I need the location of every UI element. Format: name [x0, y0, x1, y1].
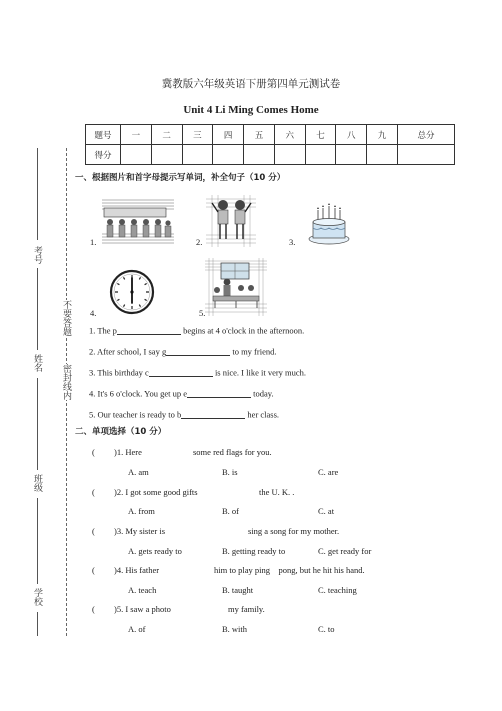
- margin-school-label: 学校: [33, 588, 43, 606]
- kids-saying-goodbye-picture: [206, 195, 256, 247]
- mc-question-3-paren[interactable]: (: [92, 526, 95, 536]
- mc-question-3-option-b[interactable]: B. getting ready to: [222, 546, 286, 556]
- mc-question-4-option-a[interactable]: A. teach: [128, 585, 157, 595]
- sentence-4-start: 4. It's 6 o'clock. You get up e: [89, 388, 187, 399]
- sentence-5-start: 5. Our teacher is ready to b: [89, 409, 182, 420]
- mc-question-5-stem: )5. I saw a photo: [114, 604, 171, 614]
- mc-question-2-option-c[interactable]: C. at: [318, 506, 335, 516]
- score-cell[interactable]: [274, 145, 305, 165]
- mc-question-4-paren[interactable]: (: [92, 565, 95, 575]
- margin-no-answer-label: 不要答题: [62, 300, 72, 336]
- answer-blank-3[interactable]: [149, 367, 213, 377]
- mc-question-1-stem-rest: some red flags for you.: [193, 447, 272, 457]
- sentence-1-end: begins at 4 o'clock in the afternoon.: [180, 325, 305, 336]
- pic2-label: 2.: [196, 237, 203, 247]
- margin-line-school-top: [37, 498, 38, 584]
- score-row-label: 得分: [86, 145, 121, 165]
- score-header-cell: 九: [367, 125, 398, 145]
- margin-class-label: 班级: [33, 474, 43, 492]
- birthday-cake-picture: [308, 202, 350, 246]
- answer-blank-5[interactable]: [181, 409, 245, 419]
- score-header-cell: 四: [213, 125, 244, 145]
- score-cell[interactable]: [305, 145, 336, 165]
- fill-sentence-1: [89, 325, 304, 335]
- score-header-cell: 五: [244, 125, 275, 145]
- sentence-2-end: to my friend.: [230, 346, 277, 357]
- score-cell[interactable]: [244, 145, 275, 165]
- section1-heading: 一、根据图片和首字母提示写单词，补全句子（10 分）: [75, 173, 286, 183]
- mc-question-3-stem: )3. My sister is: [114, 526, 165, 536]
- sentence-4-end: today.: [250, 388, 274, 399]
- mc-question-2-option-a[interactable]: A. from: [128, 506, 155, 516]
- score-header-cell: 题号: [86, 125, 121, 145]
- score-cell[interactable]: [336, 145, 367, 165]
- pic3-label: 3.: [289, 237, 296, 247]
- score-cell[interactable]: [182, 145, 213, 165]
- mc-question-5-option-c[interactable]: C. to: [318, 624, 335, 634]
- score-table-header-row: [86, 125, 455, 145]
- mc-question-1-paren[interactable]: (: [92, 447, 95, 457]
- mc-question-2-stem: )2. I got some good gifts: [114, 487, 198, 497]
- fill-sentence-5: [89, 409, 279, 419]
- mc-question-2-paren[interactable]: (: [92, 487, 95, 497]
- mc-question-1-option-a[interactable]: A. am: [128, 467, 149, 477]
- margin-exam-no-label: 考号: [33, 246, 43, 264]
- margin-seal-line-label: 密封线内: [62, 364, 72, 400]
- score-header-cell: 六: [274, 125, 305, 145]
- score-table-score-row: [86, 145, 455, 165]
- classroom-picture: [205, 258, 267, 316]
- pic1-label: 1.: [90, 237, 97, 247]
- mc-question-1-option-c[interactable]: C. are: [318, 467, 339, 477]
- score-cell[interactable]: [213, 145, 244, 165]
- answer-blank-1[interactable]: [117, 325, 181, 335]
- mc-question-5-option-a[interactable]: A. of: [128, 624, 146, 634]
- sentence-3-start: 3. This birthday c: [89, 367, 149, 378]
- margin-line-class-top: [37, 378, 38, 470]
- mc-question-5-paren[interactable]: (: [92, 604, 95, 614]
- mc-question-4-option-b[interactable]: B. taught: [222, 585, 254, 595]
- answer-blank-2[interactable]: [166, 346, 230, 356]
- section2-heading: 二、单项选择（10 分）: [75, 427, 167, 437]
- sentence-2-start: 2. After school, I say g: [89, 346, 167, 357]
- mc-question-2-stem-rest: the U. K. .: [259, 487, 295, 497]
- score-header-cell: 八: [336, 125, 367, 145]
- mc-question-3-option-a[interactable]: A. gets ready to: [128, 546, 182, 556]
- score-header-cell: 三: [182, 125, 213, 145]
- sentence-3-end: is nice. I like it very much.: [212, 367, 307, 378]
- title-cn: 冀教版六年级英语下册第四单元测试卷: [161, 78, 341, 90]
- people-with-banner-picture: [100, 194, 176, 246]
- title-en: Unit 4 Li Ming Comes Home: [183, 104, 319, 116]
- margin-line-school-bottom: [37, 612, 38, 636]
- fill-sentence-3: [89, 367, 306, 377]
- mc-question-3-stem-rest: sing a song for my mother.: [248, 526, 340, 536]
- pic4-label: 4.: [90, 308, 97, 318]
- score-cell[interactable]: [151, 145, 182, 165]
- fill-sentence-4: [89, 388, 274, 398]
- sentence-1-start: 1. The p: [89, 325, 117, 336]
- fill-sentence-2: [89, 346, 276, 356]
- mc-question-5-option-b[interactable]: B. with: [222, 624, 248, 634]
- mc-question-3-option-c[interactable]: C. get ready for: [318, 546, 372, 556]
- mc-question-2-option-b[interactable]: B. of: [222, 506, 239, 516]
- sentence-5-end: her class.: [245, 409, 280, 420]
- score-header-cell: 二: [151, 125, 182, 145]
- mc-question-4-stem: )4. His father: [114, 565, 160, 575]
- mc-question-4-stem-rest: him to play ping pong, but he hit his hand.: [214, 565, 365, 575]
- score-cell[interactable]: [121, 145, 152, 165]
- mc-question-5-stem-rest: my family.: [228, 604, 265, 614]
- score-cell[interactable]: [398, 145, 455, 165]
- pic5-label: 5.: [199, 308, 206, 318]
- margin-name-label: 姓名: [33, 354, 43, 372]
- score-header-cell: 总分: [398, 125, 455, 145]
- margin-line-name-top: [37, 268, 38, 350]
- answer-blank-4[interactable]: [187, 388, 251, 398]
- score-header-cell: 一: [121, 125, 152, 145]
- mc-question-1-option-b[interactable]: B. is: [222, 467, 238, 477]
- mc-question-4-option-c[interactable]: C. teaching: [318, 585, 357, 595]
- clock-picture: [109, 269, 155, 315]
- score-header-cell: 七: [305, 125, 336, 145]
- margin-line-exam-no: [37, 148, 38, 240]
- mc-question-1-stem: )1. Here: [114, 447, 142, 457]
- score-table: [85, 124, 455, 165]
- score-cell[interactable]: [367, 145, 398, 165]
